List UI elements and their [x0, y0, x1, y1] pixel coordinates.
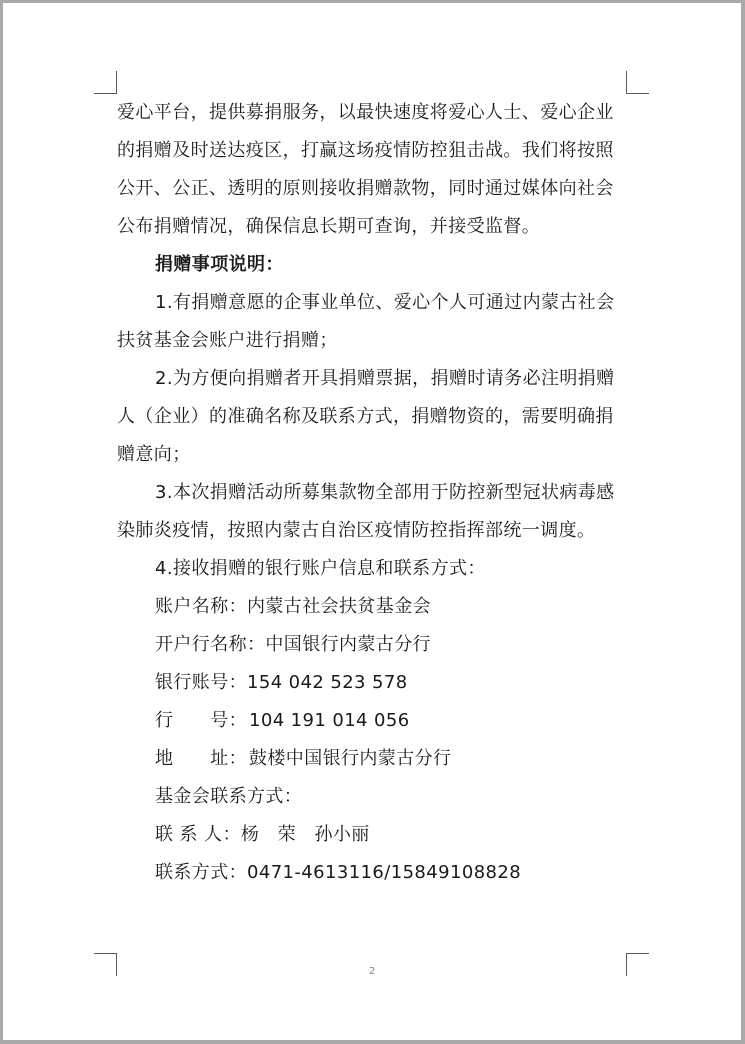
- margin-corner-top-left: [94, 71, 117, 94]
- page-number: 2: [368, 966, 376, 977]
- document-page: [3, 3, 741, 1040]
- margin-corner-top-right: [626, 71, 649, 94]
- account-number-line: 银行账号：154 042 523 578: [155, 672, 408, 693]
- intro-paragraph: 爱心平台，提供募捐服务，以最快速度将爱心人士、爱心企业的捐赠及时送达疫区，打赢这场疫情防控狙击战。我们将按照公开、公正、透明的原则接收捐赠款物，同时通过媒体向社会公布捐赠情况，确保信息长期可查询，并接受监督。: [117, 102, 614, 237]
- donation-item-4: 4.接收捐赠的银行账户信息和联系方式：: [155, 558, 486, 579]
- bank-code-line: [117, 702, 629, 740]
- contact-person-line: 联 系 人：杨 荣 孙小丽: [155, 824, 370, 845]
- section-heading: 捐赠事项说明：: [155, 254, 284, 275]
- contact-phone-line: 联系方式：0471-4613116/15849108828: [155, 862, 522, 883]
- address-label: 地 址：: [155, 748, 247, 769]
- bank-code-label: 行 号：: [155, 710, 247, 731]
- donation-item-3: 3.本次捐赠活动所募集款物全部用于防控新型冠状病毒感染肺炎疫情，按照内蒙古自治区疫情防控指挥部统一调度。: [117, 482, 615, 541]
- bank-name-line: 开户行名称：中国银行内蒙古分行: [155, 634, 431, 655]
- bank-code-value: 104 191 014 056: [249, 710, 410, 731]
- account-name-line: 账户名称：内蒙古社会扶贫基金会: [155, 596, 431, 617]
- donation-item-2: 2.为方便向捐赠者开具捐赠票据，捐赠时请务必注明捐赠人（企业）的准确名称及联系方式，捐赠物资的，需要明确捐赠意向；: [117, 368, 615, 465]
- document-body: [117, 94, 629, 892]
- donation-item-1: 1.有捐赠意愿的企事业单位、爱心个人可通过内蒙古社会扶贫基金会账户进行捐赠；: [117, 292, 615, 351]
- address-line: [117, 740, 629, 778]
- contact-heading: 基金会联系方式：: [155, 786, 303, 807]
- address-value: 鼓楼中国银行内蒙古分行: [249, 748, 452, 769]
